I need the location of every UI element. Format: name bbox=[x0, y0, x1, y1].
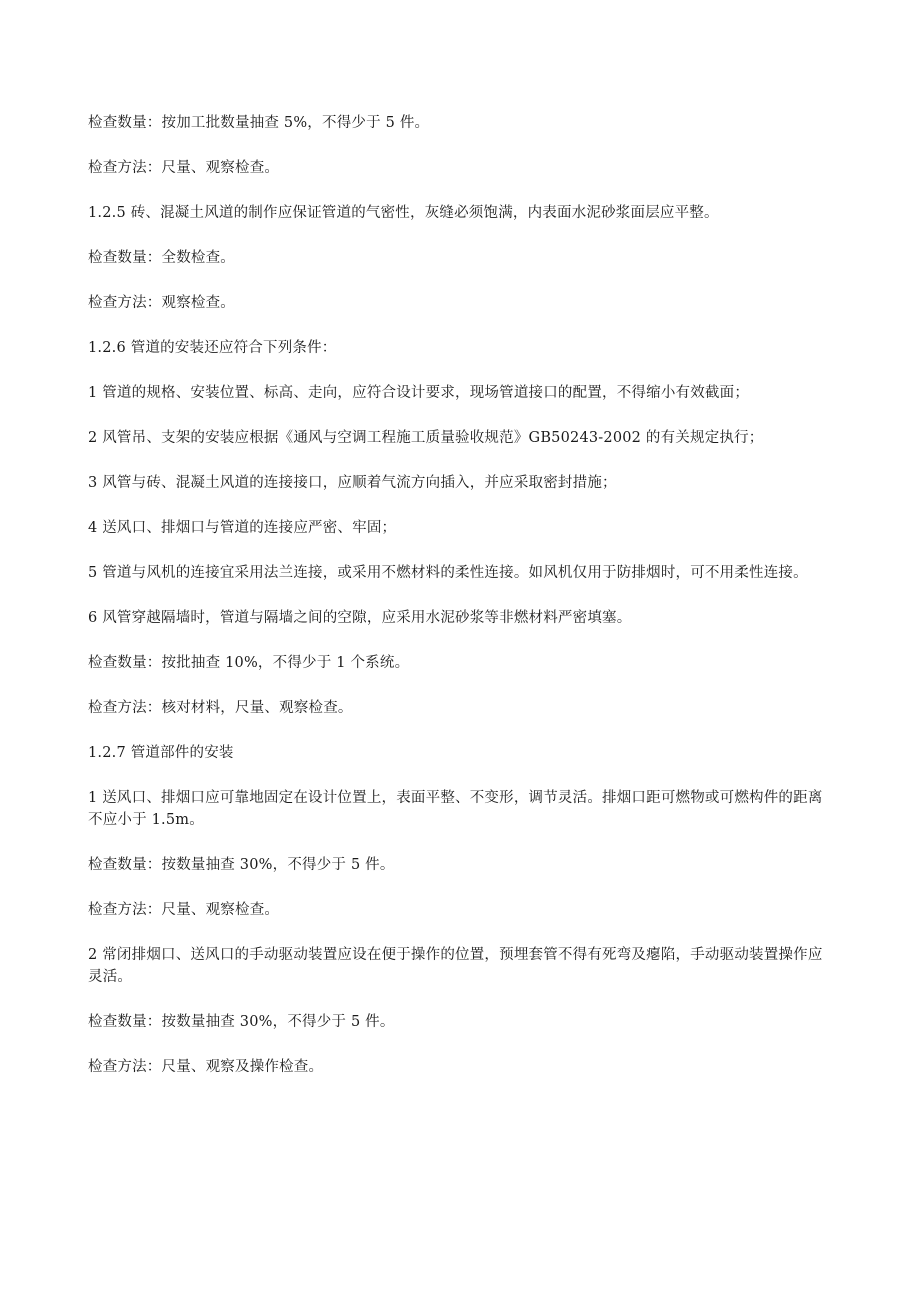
paragraph-item-1: 1 送风口、排烟口应可靠地固定在设计位置上，表面平整、不变形，调节灵活。排烟口距可燃物或可燃构件的距离不应小于 1.5m。 bbox=[88, 790, 823, 828]
paragraph-clause-1-2-7: 1.2.7 管道部件的安装 bbox=[88, 745, 234, 761]
paragraph-inspection-quantity: 检查数量：按批抽查 10%，不得少于 1 个系统。 bbox=[88, 655, 410, 671]
paragraph-clause-1-2-6: 1.2.6 管道的安装还应符合下列条件： bbox=[88, 340, 337, 356]
paragraph-inspection-method: 检查方法：尺量、观察检查。 bbox=[88, 902, 280, 918]
paragraph-inspection-quantity: 检查数量：按数量抽查 30%，不得少于 5 件。 bbox=[88, 1014, 395, 1030]
paragraph-inspection-quantity: 检查数量：按加工批数量抽查 5%，不得少于 5 件。 bbox=[88, 115, 430, 131]
paragraph-item-4: 4 送风口、排烟口与管道的连接应严密、牢固； bbox=[88, 520, 397, 536]
paragraph-inspection-method: 检查方法：尺量、观察检查。 bbox=[88, 160, 280, 176]
paragraph-item-2: 2 常闭排烟口、送风口的手动驱动装置应设在便于操作的位置，预埋套管不得有死弯及瘪陷，手动驱动装置操作应灵活。 bbox=[88, 947, 823, 985]
paragraph-inspection-quantity: 检查数量：全数检查。 bbox=[88, 250, 235, 266]
paragraph-inspection-method: 检查方法：核对材料，尺量、观察检查。 bbox=[88, 700, 353, 716]
paragraph-inspection-method: 检查方法：观察检查。 bbox=[88, 295, 235, 311]
paragraph-item-5: 5 管道与风机的连接宜采用法兰连接，或采用不燃材料的柔性连接。如风机仅用于防排烟时，可不用柔性连接。 bbox=[88, 565, 808, 581]
paragraph-item-3: 3 风管与砖、混凝土风道的连接接口，应顺着气流方向插入，并应采取密封措施； bbox=[88, 475, 617, 491]
document-body bbox=[88, 112, 823, 1101]
paragraph-item-6: 6 风管穿越隔墙时，管道与隔墙之间的空隙，应采用水泥砂浆等非燃材料严密填塞。 bbox=[88, 610, 632, 626]
paragraph-clause-1-2-5: 1.2.5 砖、混凝土风道的制作应保证管道的气密性，灰缝必须饱满，内表面水泥砂浆面层应平整。 bbox=[88, 205, 719, 221]
paragraph-inspection-quantity: 检查数量：按数量抽查 30%，不得少于 5 件。 bbox=[88, 857, 395, 873]
paragraph-item-2: 2 风管吊、支架的安装应根据《通风与空调工程施工质量验收规范》GB50243-2002 的有关规定执行； bbox=[88, 430, 764, 446]
paragraph-inspection-method: 检查方法：尺量、观察及操作检查。 bbox=[88, 1059, 324, 1075]
paragraph-item-1: 1 管道的规格、安装位置、标高、走向，应符合设计要求，现场管道接口的配置，不得缩小有效截面； bbox=[88, 385, 750, 401]
